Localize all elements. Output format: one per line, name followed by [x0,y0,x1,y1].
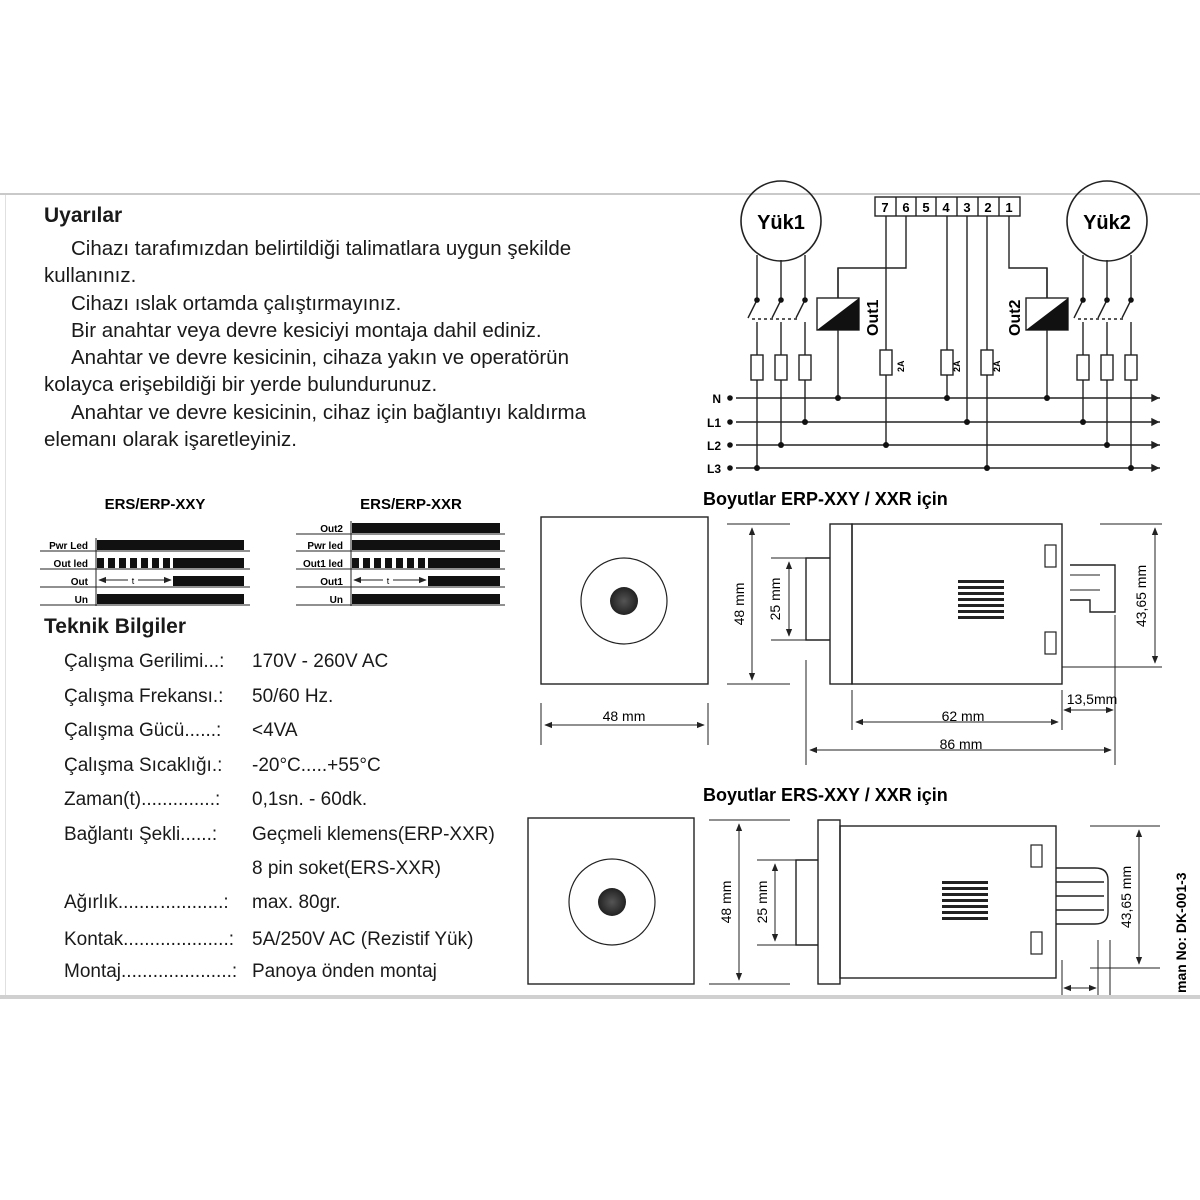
timing-diagram-xxr [296,496,505,606]
dim-label: 13,5mm [1066,691,1118,707]
warning-line: elemanı olarak işaretleyiniz. [44,428,297,451]
out2-signal [352,523,500,533]
un-signal [97,594,244,604]
fuse-label: 2A [896,360,906,372]
out-signal [173,576,244,586]
dims-erp-title: Boyutlar ERP-XXY / XXR için [703,489,948,509]
timing-label: Un [329,595,343,606]
spec-label: Çalışma Gücü......: [64,720,222,741]
warnings-title: Uyarılar [44,204,123,227]
timing-diagram-xxy [40,496,250,606]
warning-line: Cihazı tarafımızdan belirtildiği talimatlara uygun şekilde [71,237,572,260]
timing-title-xxr: ERS/ERP-XXR [360,496,462,513]
dimensions-ers [528,785,1160,995]
fuse-label: 2A [992,360,1002,372]
timing-title-xxy: ERS/ERP-XXY [104,496,206,513]
terminal-label: 5 [922,200,930,215]
timing-label: Pwr Led [49,541,88,552]
timing-label: Out led [53,559,88,570]
spec-value: 0,1sn. - 60dk. [252,789,368,810]
terminal-label: 3 [963,200,971,215]
knob-icon [610,587,638,615]
spec-value: <4VA [252,720,298,741]
dim-label: 48 mm [718,880,734,924]
terminal-label: 1 [1005,200,1013,215]
dim-label: 86 mm [939,736,983,752]
fuse-label: 2A [952,360,962,372]
timing-label: Out [70,577,88,588]
warning-line: Anahtar ve devre kesicinin, cihaza yakın ve operatörün [71,346,569,369]
t-label: t [131,576,135,586]
warning-line: kullanınız. [44,264,137,287]
spec-value: 50/60 Hz. [252,686,334,707]
dim-label: 25 mm [767,577,783,621]
spec-label: Ağırlık....................: [64,892,229,913]
document-code: man No: DK-001-3 [1173,872,1189,993]
timing-label: Out2 [320,524,343,535]
spec-label: Bağlantı Şekli......: [64,824,218,845]
timing-label: Out1 [320,577,343,588]
timing-label: Un [74,595,88,606]
spec-value: max. 80gr. [252,892,341,913]
out1-label: Out1 [865,299,882,336]
spec-label: Çalışma Gerilimi...: [64,651,225,672]
terminal-label: 2 [984,200,992,215]
line-label: L3 [706,462,721,476]
spec-label: Çalışma Sıcaklığı.: [64,755,223,776]
line-label: L2 [706,439,721,453]
line-label: L1 [706,416,721,430]
dims-ers-title: Boyutlar ERS-XXY / XXR için [703,785,948,805]
spec-value: Geçmeli klemens(ERP-XXR) [252,824,495,845]
wiring-labels [707,200,1131,476]
spec-value: 8 pin soket(ERS-XXR) [252,858,442,879]
pwr-led-signal [352,540,500,550]
terminal-label: 7 [881,200,889,215]
spec-value: 5A/250V AC (Rezistif Yük) [252,929,474,950]
warning-line: Bir anahtar veya devre kesiciyi montaja dahil ediniz. [71,319,542,342]
specs-title: Teknik Bilgiler [44,615,186,638]
load1-label: Yük1 [757,212,805,234]
dim-label: 48 mm [602,708,646,724]
spec-label: Zaman(t)..............: [64,789,221,810]
terminal-label: 4 [942,200,950,215]
terminal-label: 6 [902,200,910,215]
warning-line: Cihazı ıslak ortamda çalıştırmayınız. [71,292,402,315]
dim-label: 62 mm [941,708,985,724]
out2-label: Out2 [1007,299,1024,336]
spec-label: Kontak....................: [64,929,235,950]
out-led-blink-signal [97,558,170,568]
timing-label: Out1 led [302,559,343,570]
spec-value: -20°C.....+55°C [252,755,381,776]
dim-label: 48 mm [731,582,747,626]
line-label: N [712,392,721,406]
spec-label: Çalışma Frekansı.: [64,686,224,707]
dimensions-erp [541,489,1162,765]
out1-signal [428,576,500,586]
dim-label: 43,65 mm [1133,564,1149,628]
knob-icon [598,888,626,916]
un-signal [352,594,500,604]
dim-label: 25 mm [754,880,770,924]
spec-value: Panoya önden montaj [252,961,437,982]
out1-led-blink-signal [352,558,425,568]
warning-line: kolayca erişebildiği bir yerde bulundurunuz. [44,373,438,396]
spec-value: 170V - 260V AC [252,651,389,672]
timing-label: Pwr led [307,541,343,552]
pwr-led-signal [97,540,244,550]
spec-label: Montaj.....................: [64,961,238,982]
warning-line: Anahtar ve devre kesicinin, cihaz için bağlantıyı kaldırma [71,401,587,424]
t-label: t [386,576,390,586]
dim-label: 43,65 mm [1118,865,1134,929]
load2-label: Yük2 [1083,212,1131,234]
